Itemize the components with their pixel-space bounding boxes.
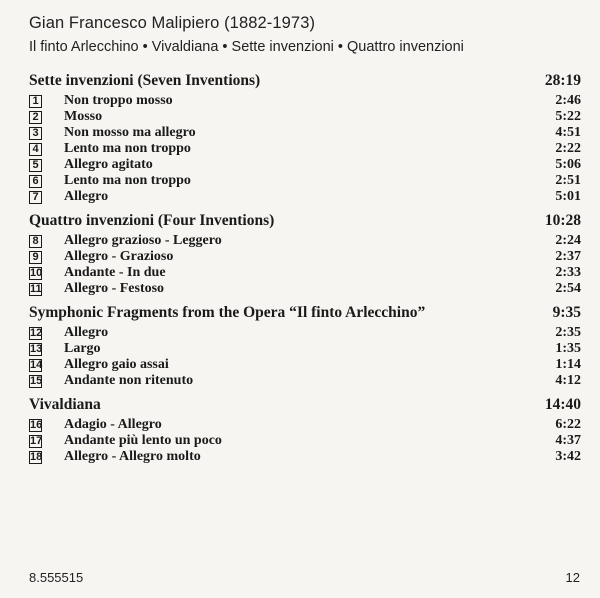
section-title: Symphonic Fragments from the Opera “Il finto Arlecchino” — [29, 304, 426, 321]
track-row — [29, 189, 581, 205]
track-title: Allegro - Festoso — [64, 281, 165, 296]
track-number-box: 17 — [30, 434, 43, 447]
track-title: Non mosso ma allegro — [64, 125, 196, 140]
track-title: Allegro grazioso - Leggero — [64, 233, 222, 248]
track-title: Non troppo mosso — [64, 93, 173, 108]
track-number-box: 2 — [29, 111, 42, 124]
track-row — [29, 449, 581, 465]
track-number-box: 11 — [30, 282, 42, 295]
track-duration: 4:37 — [555, 433, 581, 448]
section-header — [29, 72, 581, 90]
track-row — [29, 417, 581, 433]
track-number-box: 7 — [29, 191, 42, 204]
track-duration: 4:51 — [555, 125, 581, 140]
track-title: Andante più lento un poco — [64, 433, 222, 448]
track-number-box: 10 — [30, 266, 43, 279]
track-duration: 1:14 — [555, 357, 581, 372]
track-row — [29, 109, 581, 125]
track-number-box: 14 — [30, 358, 43, 371]
section — [29, 72, 581, 205]
track-number-box: 1 — [29, 95, 42, 108]
header — [29, 13, 464, 57]
section-duration: 10:28 — [544, 212, 581, 229]
track-duration: 2:22 — [555, 141, 581, 156]
track-title: Allegro - Grazioso — [64, 249, 174, 264]
section-header — [29, 396, 581, 414]
track-row — [29, 281, 581, 297]
track-duration: 2:33 — [555, 265, 581, 280]
track-title: Largo — [64, 341, 101, 356]
track-row — [29, 173, 581, 189]
section-duration: 28:19 — [544, 72, 581, 89]
track-row — [29, 233, 581, 249]
section — [29, 212, 581, 297]
track-row — [29, 125, 581, 141]
track-number-box: 13 — [30, 342, 43, 355]
track-row — [29, 357, 581, 373]
track-duration: 2:51 — [555, 173, 581, 188]
track-title: Andante non ritenuto — [64, 373, 194, 388]
track-title: Adagio - Allegro — [64, 417, 162, 432]
track-number-box: 5 — [29, 159, 42, 172]
track-duration: 6:22 — [555, 417, 581, 432]
section-title: Sette invenzioni (Seven Inventions) — [29, 72, 261, 89]
composer-title: Gian Francesco Malipiero (1882-1973) — [29, 14, 316, 32]
track-row — [29, 433, 581, 449]
catalog-number: 8.555515 — [29, 570, 84, 585]
section-title: Vivaldiana — [29, 396, 101, 413]
track-number-box: 8 — [29, 235, 42, 248]
track-title: Allegro - Allegro molto — [64, 449, 201, 464]
section — [29, 304, 581, 389]
section-title: Quattro invenzioni (Four Inventions) — [29, 212, 275, 229]
track-duration: 2:46 — [555, 93, 581, 108]
track-title: Allegro agitato — [64, 157, 153, 172]
track-number-box: 18 — [30, 450, 43, 463]
section-header — [29, 212, 581, 230]
track-title: Lento ma non troppo — [64, 173, 191, 188]
track-title: Allegro — [64, 325, 109, 340]
track-number-box: 3 — [29, 127, 42, 140]
track-number-box: 4 — [29, 143, 42, 156]
track-duration: 2:54 — [555, 281, 581, 296]
track-duration: 2:24 — [555, 233, 581, 248]
section-duration: 14:40 — [544, 396, 581, 413]
track-title: Andante - In due — [64, 265, 166, 280]
track-row — [29, 325, 581, 341]
track-number-box: 9 — [29, 251, 42, 264]
track-number-box: 15 — [30, 374, 43, 387]
section-duration: 9:35 — [552, 304, 581, 321]
track-duration: 4:12 — [555, 373, 581, 388]
track-duration: 5:22 — [555, 109, 581, 124]
track-number-box: 12 — [30, 326, 43, 339]
track-row — [29, 157, 581, 173]
track-title: Lento ma non troppo — [64, 141, 191, 156]
track-number-box: 6 — [29, 175, 42, 188]
track-row — [29, 249, 581, 265]
track-title: Mosso — [64, 109, 103, 124]
track-duration: 2:37 — [555, 249, 581, 264]
track-list — [29, 72, 581, 472]
track-number-box: 16 — [30, 418, 43, 431]
track-duration: 5:06 — [555, 157, 581, 172]
track-duration: 1:35 — [555, 341, 581, 356]
section-header — [29, 304, 581, 322]
track-title: Allegro gaio assai — [64, 357, 169, 372]
section — [29, 396, 581, 465]
track-row — [29, 141, 581, 157]
track-row — [29, 341, 581, 357]
footer — [29, 570, 580, 585]
works-subtitle: Il finto Arlecchino • Vivaldiana • Sette invenzioni • Quattro invenzioni — [29, 39, 464, 55]
track-title: Allegro — [64, 189, 109, 204]
page-number: 12 — [565, 570, 580, 585]
track-row — [29, 93, 581, 109]
track-duration: 5:01 — [555, 189, 581, 204]
track-row — [29, 373, 581, 389]
track-duration: 3:42 — [555, 449, 581, 464]
track-row — [29, 265, 581, 281]
track-duration: 2:35 — [555, 325, 581, 340]
